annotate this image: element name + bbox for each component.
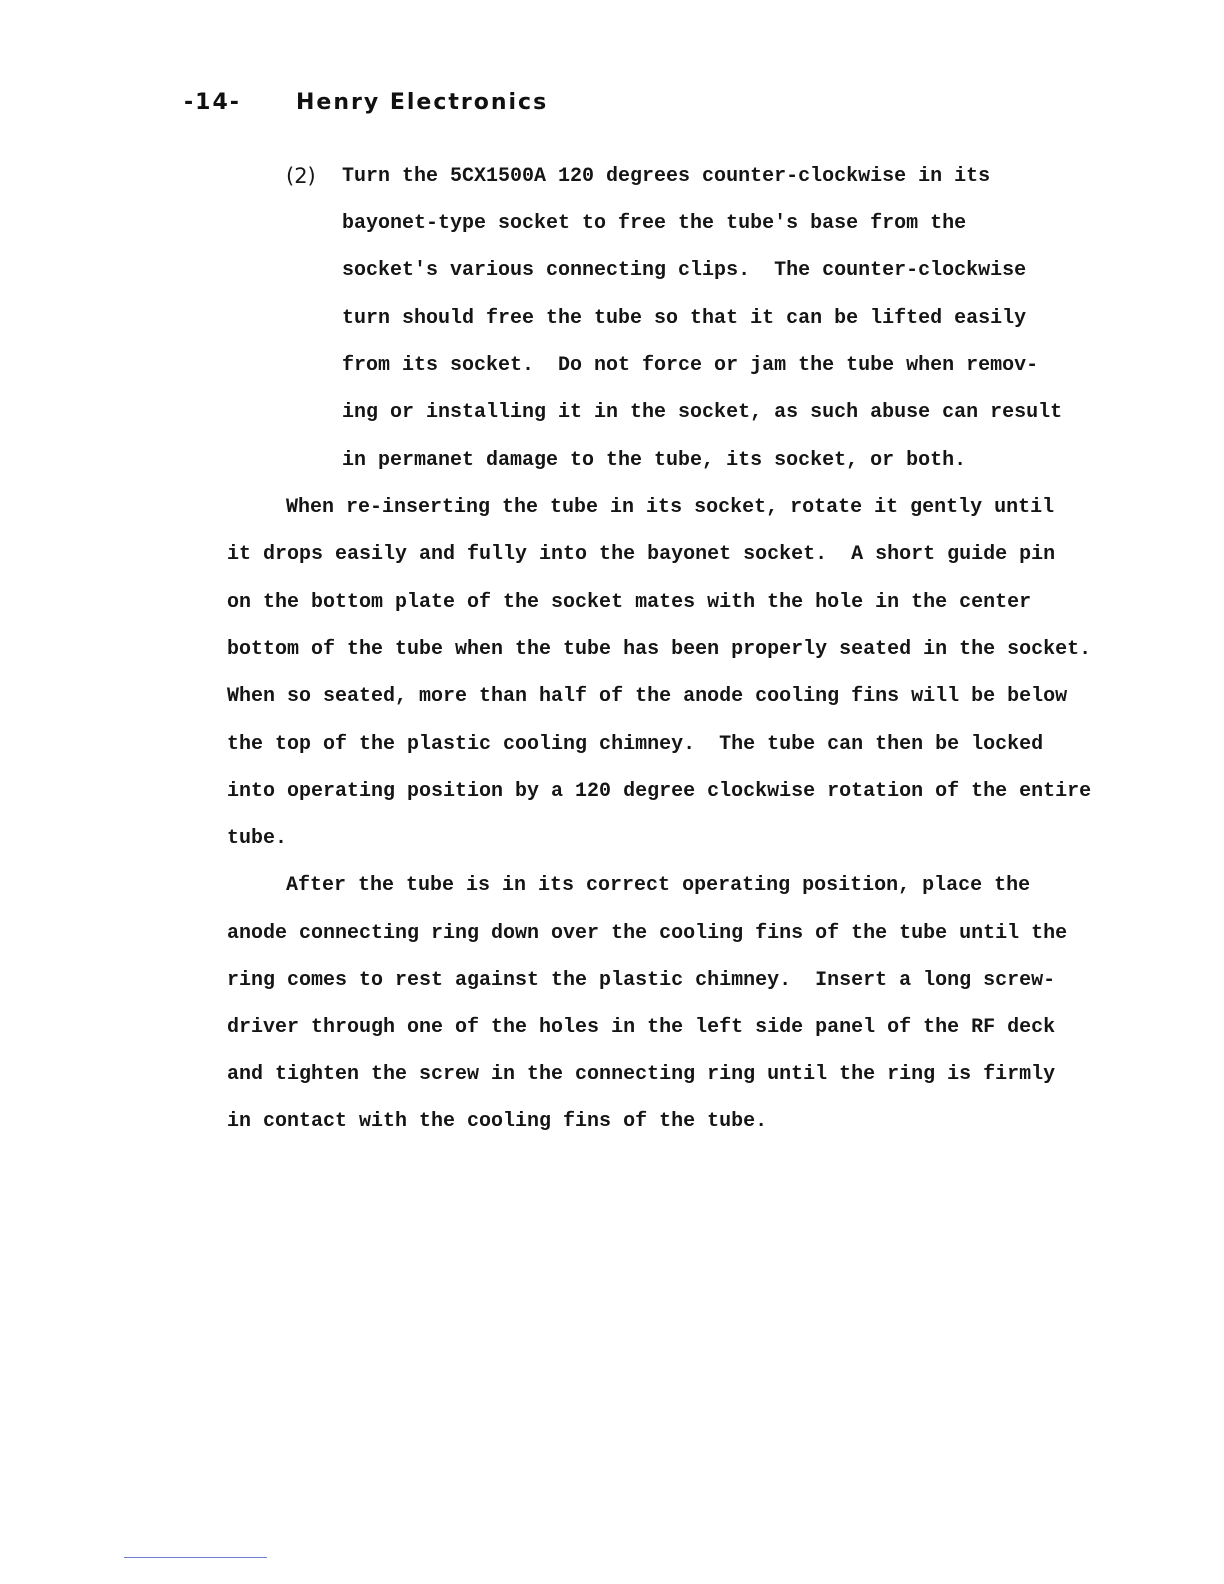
- footer-rule: [124, 1557, 267, 1558]
- paragraph-line: ring comes to rest against the plastic chimney. Insert a long screw-: [227, 969, 1056, 992]
- paragraph-line: and tighten the screw in the connecting ring until the ring is firmly: [227, 1063, 1056, 1086]
- item-line: turn should free the tube so that it can be lifted easily: [342, 307, 1027, 330]
- paragraph-line: tube.: [227, 827, 288, 850]
- paragraph-line: in contact with the cooling fins of the tube.: [227, 1110, 768, 1133]
- page-header: [184, 90, 548, 115]
- paragraph-line: on the bottom plate of the socket mates with the hole in the center: [227, 591, 1032, 614]
- paragraph-line: When re-inserting the tube in its socket, rotate it gently until: [286, 496, 1055, 519]
- paragraph-line: it drops easily and fully into the bayonet socket. A short guide pin: [227, 543, 1056, 566]
- company-name: Henry Electronics: [296, 90, 549, 115]
- item-line: in permanet damage to the tube, its socket, or both.: [342, 449, 967, 472]
- paragraph-line: driver through one of the holes in the left side panel of the RF deck: [227, 1016, 1056, 1039]
- item-line: bayonet-type socket to free the tube's base from the: [342, 212, 967, 235]
- item-line: ing or installing it in the socket, as such abuse can result: [342, 401, 1063, 424]
- item-line: from its socket. Do not force or jam the tube when remov-: [342, 354, 1039, 377]
- paragraph-line: the top of the plastic cooling chimney. The tube can then be locked: [227, 733, 1044, 756]
- item-line: Turn the 5CX1500A 120 degrees counter-clockwise in its: [342, 165, 991, 188]
- item-number: (2): [286, 164, 316, 188]
- paragraph-line: When so seated, more than half of the anode cooling fins will be below: [227, 685, 1068, 708]
- paragraph-line: bottom of the tube when the tube has been properly seated in the socket.: [227, 638, 1092, 661]
- paragraph-line: into operating position by a 120 degree clockwise rotation of the entire: [227, 780, 1092, 803]
- item-line: socket's various connecting clips. The counter-clockwise: [342, 259, 1027, 282]
- page-number: -14-: [184, 90, 241, 115]
- paragraph-line: After the tube is in its correct operating position, place the: [286, 874, 1031, 897]
- paragraph-line: anode connecting ring down over the cooling fins of the tube until the: [227, 922, 1068, 945]
